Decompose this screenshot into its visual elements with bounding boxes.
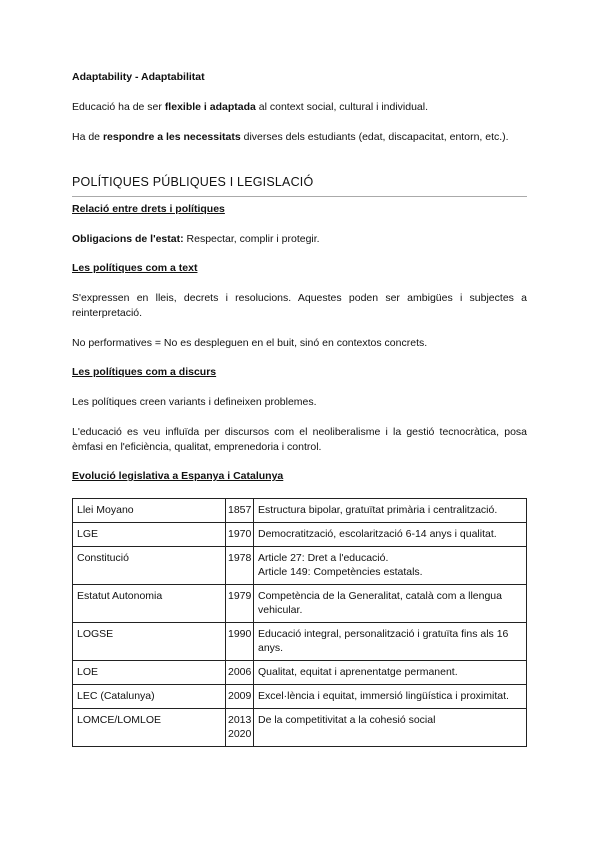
table-row — [73, 523, 527, 547]
heading-evolucio: Evolució legislativa a Espanya i Catalunya — [72, 470, 284, 482]
section-title: POLÍTIQUES PÚBLIQUES I LEGISLACIÓ — [72, 175, 314, 189]
table-row — [73, 661, 527, 685]
obligacions-paragraph: Obligacions de l'estat: Respectar, complir i protegir. — [72, 233, 320, 245]
law-description-line: Article 149: Competències estatals. — [258, 566, 423, 578]
law-year-line: 2020 — [228, 728, 252, 740]
law-name: LOE — [73, 661, 226, 685]
heading-politiques-discurs: Les polítiques com a discurs — [72, 366, 217, 378]
table-row — [73, 623, 527, 661]
table-row — [73, 547, 527, 585]
law-description: Estructura bipolar, gratuïtat primària i centralització. — [254, 499, 527, 523]
law-description: Democratització, escolarització 6-14 anys i qualitat. — [254, 523, 527, 547]
law-year: 2009 — [226, 685, 254, 709]
law-description: De la competitivitat a la cohesió social — [254, 709, 527, 747]
table-row — [73, 709, 527, 747]
law-description: Competència de la Generalitat, català com a llengua vehicular. — [254, 585, 527, 623]
law-year: 1990 — [226, 623, 254, 661]
law-year: 1978 — [226, 547, 254, 585]
section-divider — [72, 196, 527, 197]
law-name: LGE — [73, 523, 226, 547]
law-year-line: 2013 — [228, 714, 252, 726]
law-year: 2006 — [226, 661, 254, 685]
heading-politiques-text: Les polítiques com a text — [72, 262, 198, 274]
heading-relacio: Relació entre drets i polítiques — [72, 203, 225, 215]
law-description: Educació integral, personalització i gratuïta fins als 16 anys. — [254, 623, 527, 661]
discurs-paragraph-2: L'educació es veu influïda per discursos com el neoliberalisme i la gestió tecnocràtica, posa èmfasi en l'eficiència, qualitat, emprenedoria i control. — [72, 426, 527, 453]
law-name: Estatut Autonomia — [73, 585, 226, 623]
law-name: LOMCE/LOMLOE — [73, 709, 226, 747]
law-description-line: Article 27: Dret a l'educació. — [258, 552, 389, 564]
adaptability-title: Adaptability - Adaptabilitat — [72, 71, 205, 83]
discurs-paragraph-1: Les polítiques creen variants i defineixen problemes. — [72, 396, 317, 408]
law-description: Excel·lència i equitat, immersió lingüística i proximitat. — [254, 685, 527, 709]
adaptability-paragraph-1: Educació ha de ser flexible i adaptada al context social, cultural i individual. — [72, 101, 429, 113]
law-description: Qualitat, equitat i aprenentatge permanent. — [254, 661, 527, 685]
table-row — [73, 499, 527, 523]
law-description — [254, 547, 527, 585]
adaptability-paragraph-2: Ha de respondre a les necessitats diverses dels estudiants (edat, discapacitat, entorn, etc.). — [72, 131, 509, 143]
law-year: 1970 — [226, 523, 254, 547]
law-name: LEC (Catalunya) — [73, 685, 226, 709]
law-year: 1979 — [226, 585, 254, 623]
table-row — [73, 685, 527, 709]
politiques-text-paragraph-1: S'expressen en lleis, decrets i resolucions. Aquestes poden ser ambigües i subjectes a reinterpretació. — [72, 292, 527, 319]
law-name: Llei Moyano — [73, 499, 226, 523]
table-row — [73, 585, 527, 623]
law-year: 1857 — [226, 499, 254, 523]
law-year — [226, 709, 254, 747]
legislation-table — [72, 498, 527, 747]
law-name: LOGSE — [73, 623, 226, 661]
politiques-text-paragraph-2: No performatives = No es despleguen en el buit, sinó en contextos concrets. — [72, 337, 428, 349]
law-name: Constitució — [73, 547, 226, 585]
document-page — [72, 66, 527, 747]
